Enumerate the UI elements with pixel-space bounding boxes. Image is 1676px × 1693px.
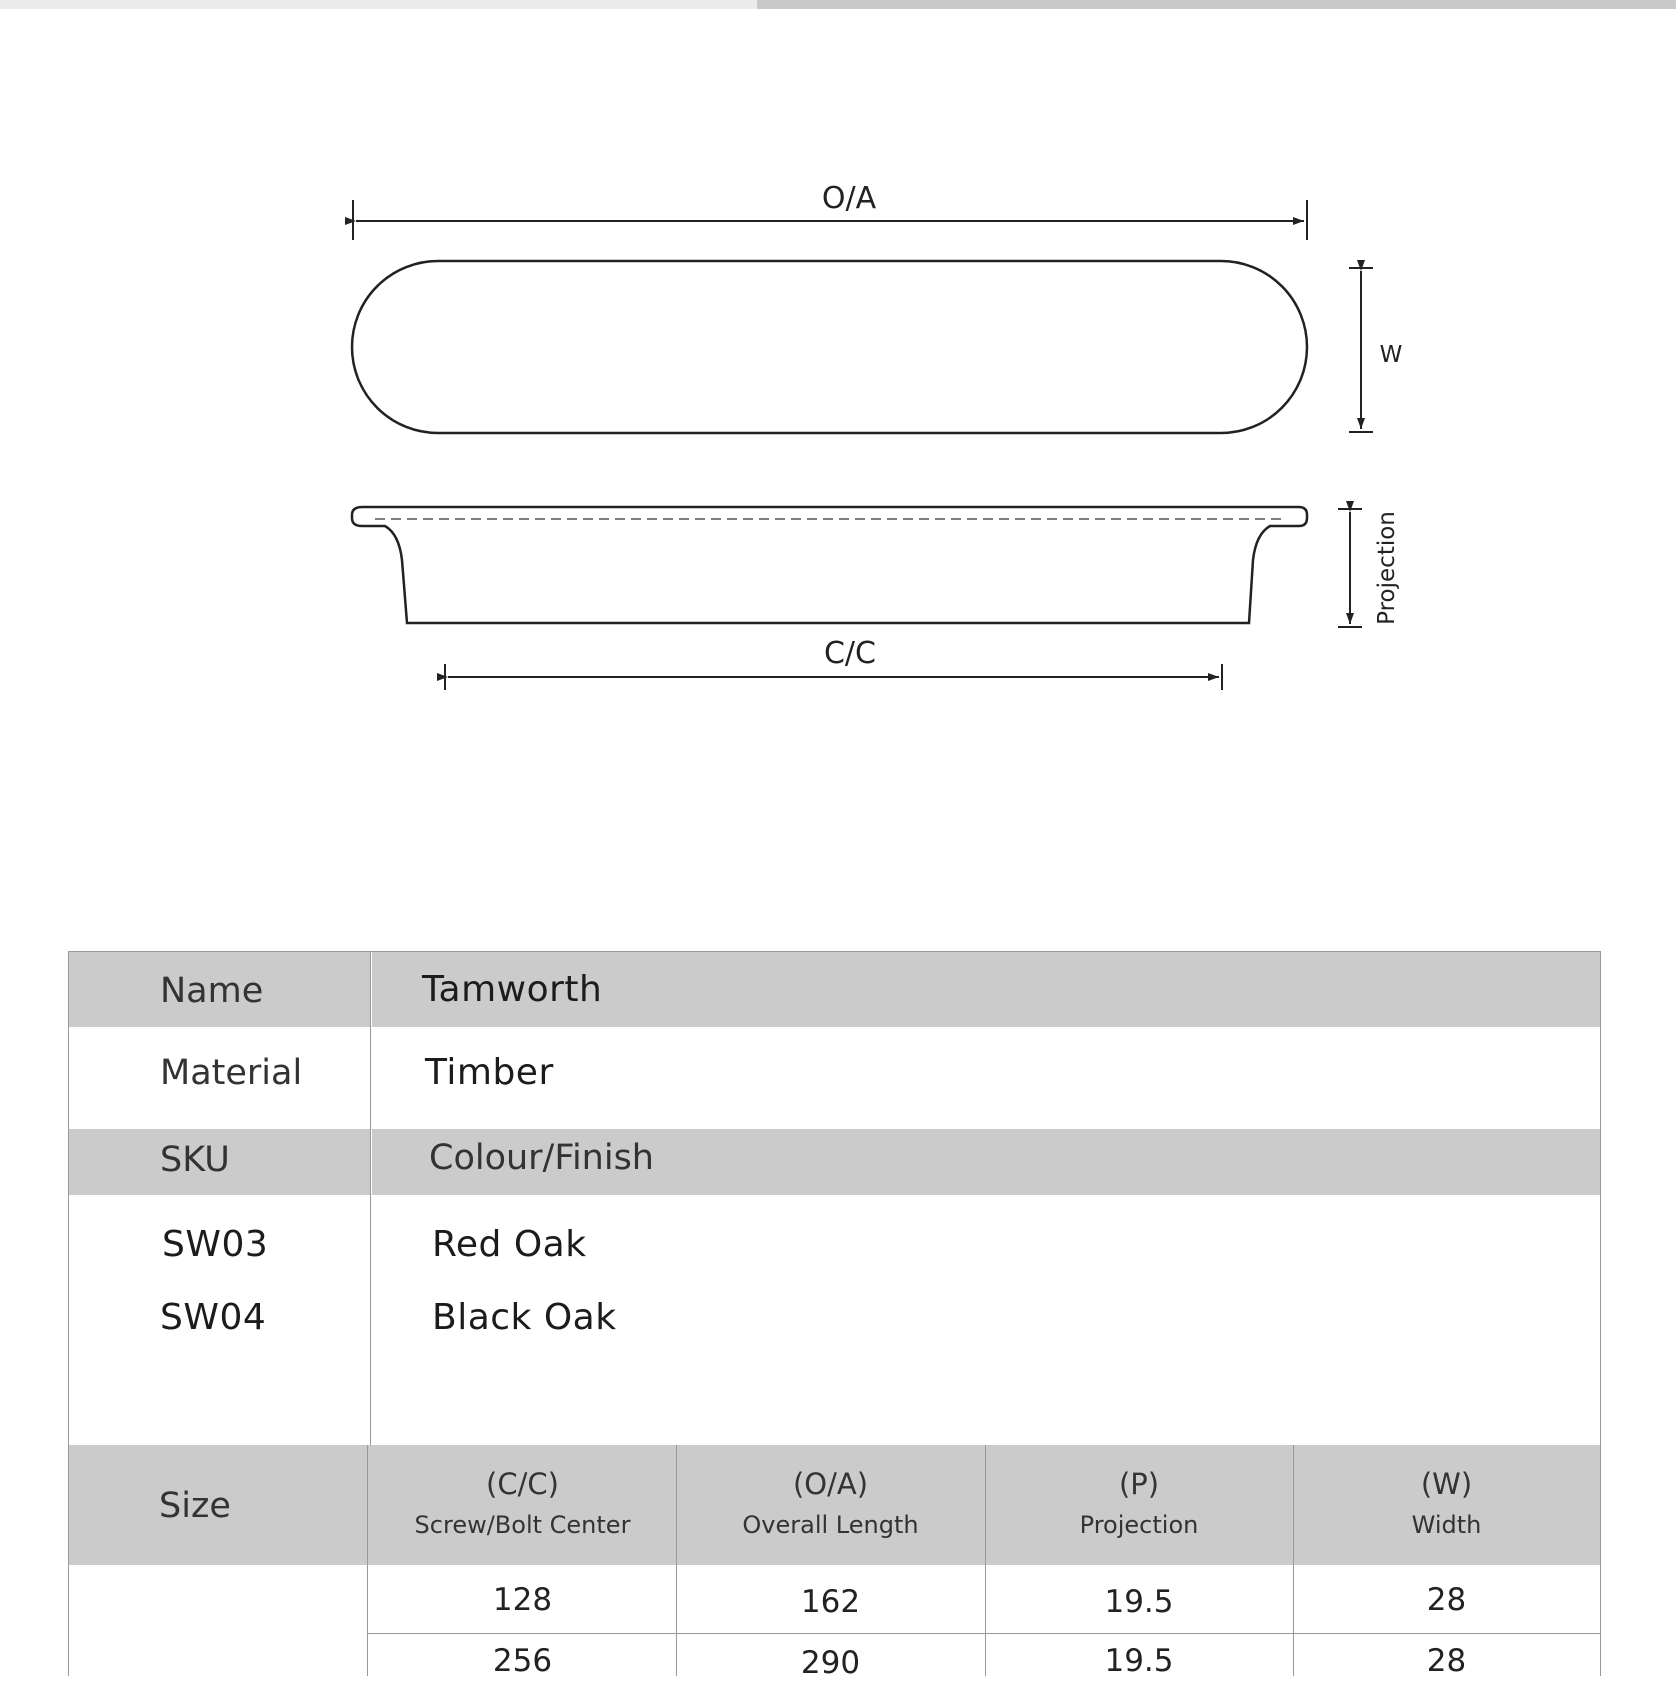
name-label: Name (160, 971, 264, 1011)
material-label: Material (160, 1053, 303, 1093)
cc-dimension (445, 636, 1222, 690)
size-header-cc: (C/C) Screw/Bolt Center (414, 1467, 631, 1539)
handle-top-view (352, 261, 1307, 433)
name-value: Tamworth (422, 969, 603, 1010)
size-label: Size (159, 1486, 231, 1526)
w-dimension (1349, 268, 1402, 432)
colour-finish-label: Colour/Finish (429, 1138, 654, 1178)
handle-side-view (352, 507, 1307, 623)
size-row: 256 290 19.5 28 (492, 1643, 1467, 1681)
name-row (68, 951, 1601, 1027)
sku-label: SKU (160, 1140, 230, 1180)
projection-dimension (1338, 509, 1400, 627)
size-header-w: (W) Width (1411, 1467, 1482, 1539)
variant-sku: SW03 (162, 1224, 269, 1265)
projection-label: Projection (1374, 511, 1400, 625)
size-row: 128 162 19.5 28 (492, 1582, 1467, 1620)
oa-dimension (353, 181, 1307, 240)
material-value: Timber (425, 1052, 554, 1093)
size-header-oa: (O/A) Overall Length (742, 1467, 919, 1539)
technical-drawing (0, 0, 1676, 760)
sku-header-row (68, 1129, 1601, 1195)
variant-sku: SW04 (160, 1297, 267, 1338)
material-row (68, 1027, 1601, 1119)
size-header-row (68, 1445, 1601, 1565)
cc-label: C/C (823, 636, 877, 671)
variant-finish: Black Oak (432, 1297, 617, 1338)
size-header-p: (P) Projection (1079, 1467, 1199, 1539)
variant-finish: Red Oak (432, 1224, 587, 1265)
oa-label: O/A (821, 181, 877, 216)
variants-row (68, 1195, 1601, 1445)
w-label: W (1379, 342, 1403, 368)
